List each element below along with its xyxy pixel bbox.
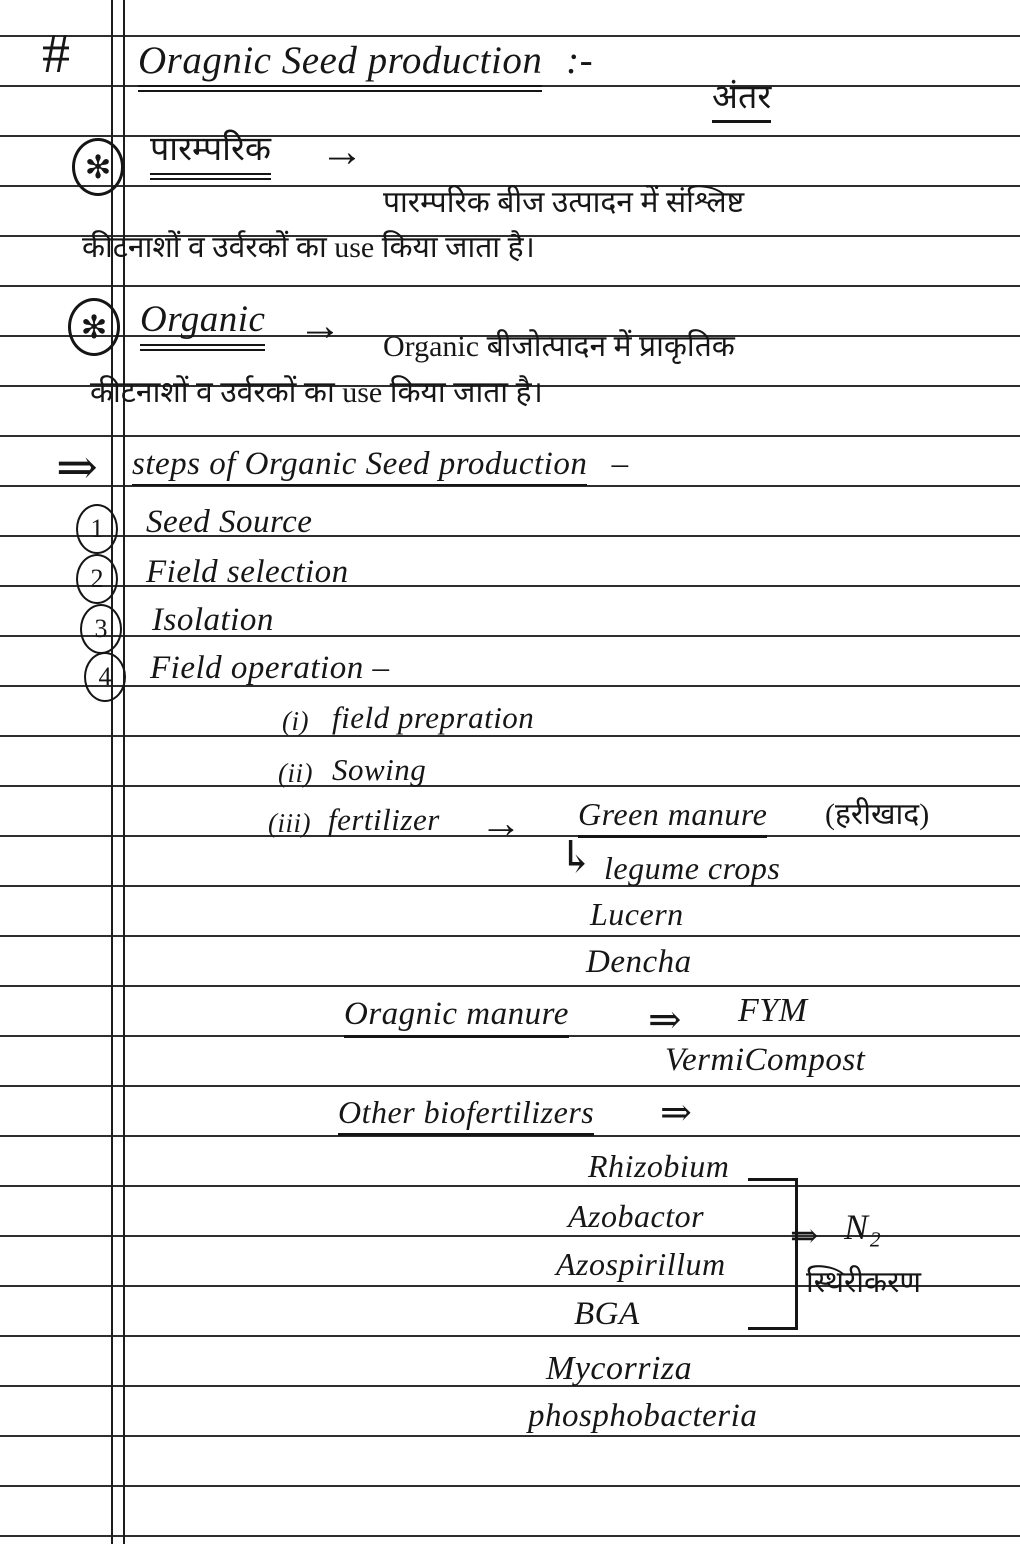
circled-number: 2 <box>76 554 118 604</box>
steps-heading: steps of Organic Seed production <box>132 446 587 486</box>
roman-numeral: (ii) <box>278 758 313 788</box>
step-item: Field selection <box>146 554 349 590</box>
n2-fixation-label: स्थिरीकरण <box>806 1266 922 1299</box>
green-manure-item: legume crops <box>604 850 781 886</box>
page-title: Oragnic Seed production <box>138 39 542 92</box>
double-arrow-icon: ⇒ <box>56 439 98 495</box>
other-biofertilizer-item: phosphobacteria <box>528 1398 758 1434</box>
right-arrow-icon: → <box>480 801 522 847</box>
n2-fixer-item: Azobactor <box>568 1198 705 1234</box>
roman-numeral: (i) <box>282 706 309 736</box>
green-manure-note: (हरीखाद) <box>825 798 930 831</box>
green-manure-item: Dencha <box>586 944 692 980</box>
right-arrow-icon: → <box>320 127 364 176</box>
field-operation-item: field prepration <box>332 700 535 735</box>
organic-body-line2: कीटनाशों व उर्वरकों का use किया जाता है। <box>90 376 543 409</box>
other-biofertilizer-item: Mycorriza <box>546 1350 693 1387</box>
organic-body-line1: Organic बीजोत्पादन में प्राकृतिक <box>383 330 735 363</box>
circled-number: 1 <box>76 504 118 554</box>
double-arrow-icon: ⇒ <box>648 997 682 1042</box>
organic-manure-item: FYM <box>738 992 808 1029</box>
step-item: Field operation – <box>150 650 390 686</box>
page-title-suffix: :- <box>566 39 594 82</box>
roman-numeral: (iii) <box>268 808 311 838</box>
double-arrow-icon: ⇒ <box>660 1092 692 1134</box>
organic-manure-item: VermiCompost <box>665 1042 866 1078</box>
organic-manure-title: Oragnic manure <box>344 996 569 1038</box>
circled-asterisk-icon: ✻ <box>72 138 124 196</box>
n2-label: N₂ <box>844 1207 882 1247</box>
right-arrow-icon: → <box>298 301 342 350</box>
side-note-antar: अंतर <box>712 72 771 123</box>
traditional-heading: पारम्परिक <box>150 124 271 180</box>
circled-number: 3 <box>80 604 122 654</box>
circled-asterisk-icon: ✻ <box>68 298 120 356</box>
green-manure-title: Green manure <box>578 796 767 838</box>
field-operation-item: fertilizer <box>328 802 440 837</box>
green-manure-item: Lucern <box>590 896 684 932</box>
elbow-arrow-icon: ↳ <box>558 833 595 882</box>
organic-heading: Organic <box>140 298 265 351</box>
double-arrow-icon: ⇒ <box>790 1218 819 1255</box>
circled-number: 4 <box>84 652 126 702</box>
field-operation-item: Sowing <box>332 752 427 787</box>
steps-heading-dash: – <box>611 446 629 482</box>
hash-mark: # <box>42 23 71 85</box>
traditional-body-line1: पारम्परिक बीज उत्पादन में संश्लिष्ट <box>383 186 745 219</box>
n2-fixer-item: BGA <box>574 1296 640 1332</box>
n2-fixer-item: Rhizobium <box>588 1148 730 1184</box>
step-item: Seed Source <box>146 504 313 540</box>
traditional-body-line2: कीटनाशों व उर्वरकों का use किया जाता है। <box>82 231 535 264</box>
step-item: Isolation <box>152 602 274 638</box>
n2-fixer-item: Azospirillum <box>556 1246 726 1282</box>
other-biofertilizers-title: Other biofertilizers <box>338 1094 594 1136</box>
